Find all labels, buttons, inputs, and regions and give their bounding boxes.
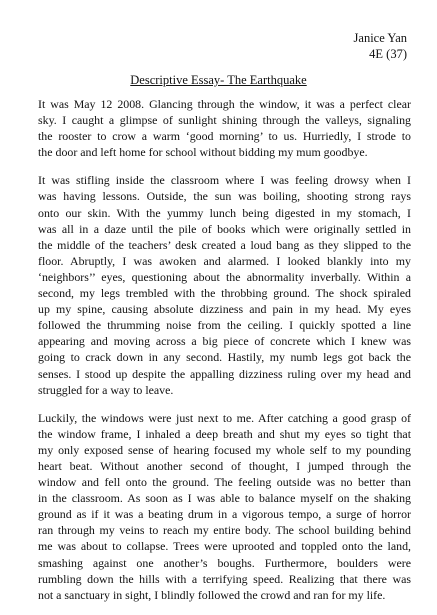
text-line: struggled for a way to leave.	[38, 382, 174, 397]
text-line: me was about to collapse. Trees were uprooted and toppled onto the land,	[38, 539, 411, 554]
author-name: Janice Yan	[353, 31, 407, 45]
paragraph-1	[38, 96, 411, 160]
essay-title: Descriptive Essay- The Earthquake	[130, 73, 307, 87]
text-line: second, my legs trembled with the throbbing ground. The shock spiraled	[38, 286, 411, 301]
text-line: followed the thrumming noise from the ceiling. I quickly spotted a line	[38, 318, 411, 333]
text-line: appearing and moving across a big piece of concrete which I knew was	[38, 334, 411, 349]
author-block	[354, 30, 407, 62]
author-class: 4E (37)	[369, 47, 407, 61]
text-line: ran through my veins to reach my entire body. The school building behind	[38, 523, 411, 538]
text-line: heart beat. Without another second of thought, I jumped through the	[38, 458, 411, 473]
text-line: smashing against one another’s boughs. Furthermore, boulders were	[38, 555, 411, 570]
text-line: senses. I stood up despite the appalling dizziness ruling over my head and	[38, 366, 411, 381]
text-line: It was stifling inside the classroom where I was feeling drowsy when I	[38, 173, 411, 188]
text-line: not a sanctuary in sight, I blindly followed the crowd and ran for my life.	[38, 587, 386, 602]
text-line: It was May 12 2008. Glancing through the window, it was a perfect clear	[38, 97, 411, 111]
text-line: the window frame, I inhaled a deep breath and shut my eyes so tight that	[38, 426, 411, 441]
text-line: window and fell onto the ground. The feeling outside was no better than	[38, 475, 411, 490]
text-line: sky. I caught a glimpse of sunlight shining through the valleys, signaling	[38, 113, 411, 128]
text-line: rumbling down the hills with a terrifying speed. Realizing that there was	[38, 571, 411, 586]
text-line: my only exposed sense of hearing focused my whole self to my pounding	[38, 442, 411, 457]
text-line: was having lessons. Outside, the sun was boiling, shooting strong rays	[38, 189, 411, 204]
text-line: Luckily, the windows were just next to me. After catching a good grasp of	[38, 410, 411, 425]
text-line: was all in a daze until the pile of books which were originally settled in	[38, 221, 411, 236]
text-line: the middle of the teachers’ desk created a loud bang as they slipped to the	[38, 237, 411, 252]
text-line: ground as if it was a beating drum in a vigorous tempo, a surge of horror	[38, 507, 411, 522]
text-line: onto our skin. With the yummy lunch being digested in my stomach, I	[38, 205, 411, 220]
text-line: in the classroom. As soon as I was able to balance myself on the shaking	[38, 491, 411, 506]
paragraph-2	[38, 172, 411, 397]
text-line: up my spine, causing absolute dizziness and pain in my head. My eyes	[38, 302, 411, 317]
text-line: the door and left home for school without bidding my mum goodbye.	[38, 145, 368, 160]
text-line: the rooster to crow a warm ‘good morning’ to us. Hurriedly, I strode to	[38, 129, 411, 144]
text-line: going to crack down in any second. Hastily, my numb legs got back the	[38, 350, 411, 365]
essay-body	[38, 96, 411, 615]
paragraph-3	[38, 410, 411, 603]
text-line: ‘neighbors’’ eyes, questioning about the abnormality inverbally. Within a	[38, 269, 411, 284]
text-line: floor. Abruptly, I was awoken and alarmed. I looked blankly into my	[38, 253, 411, 268]
